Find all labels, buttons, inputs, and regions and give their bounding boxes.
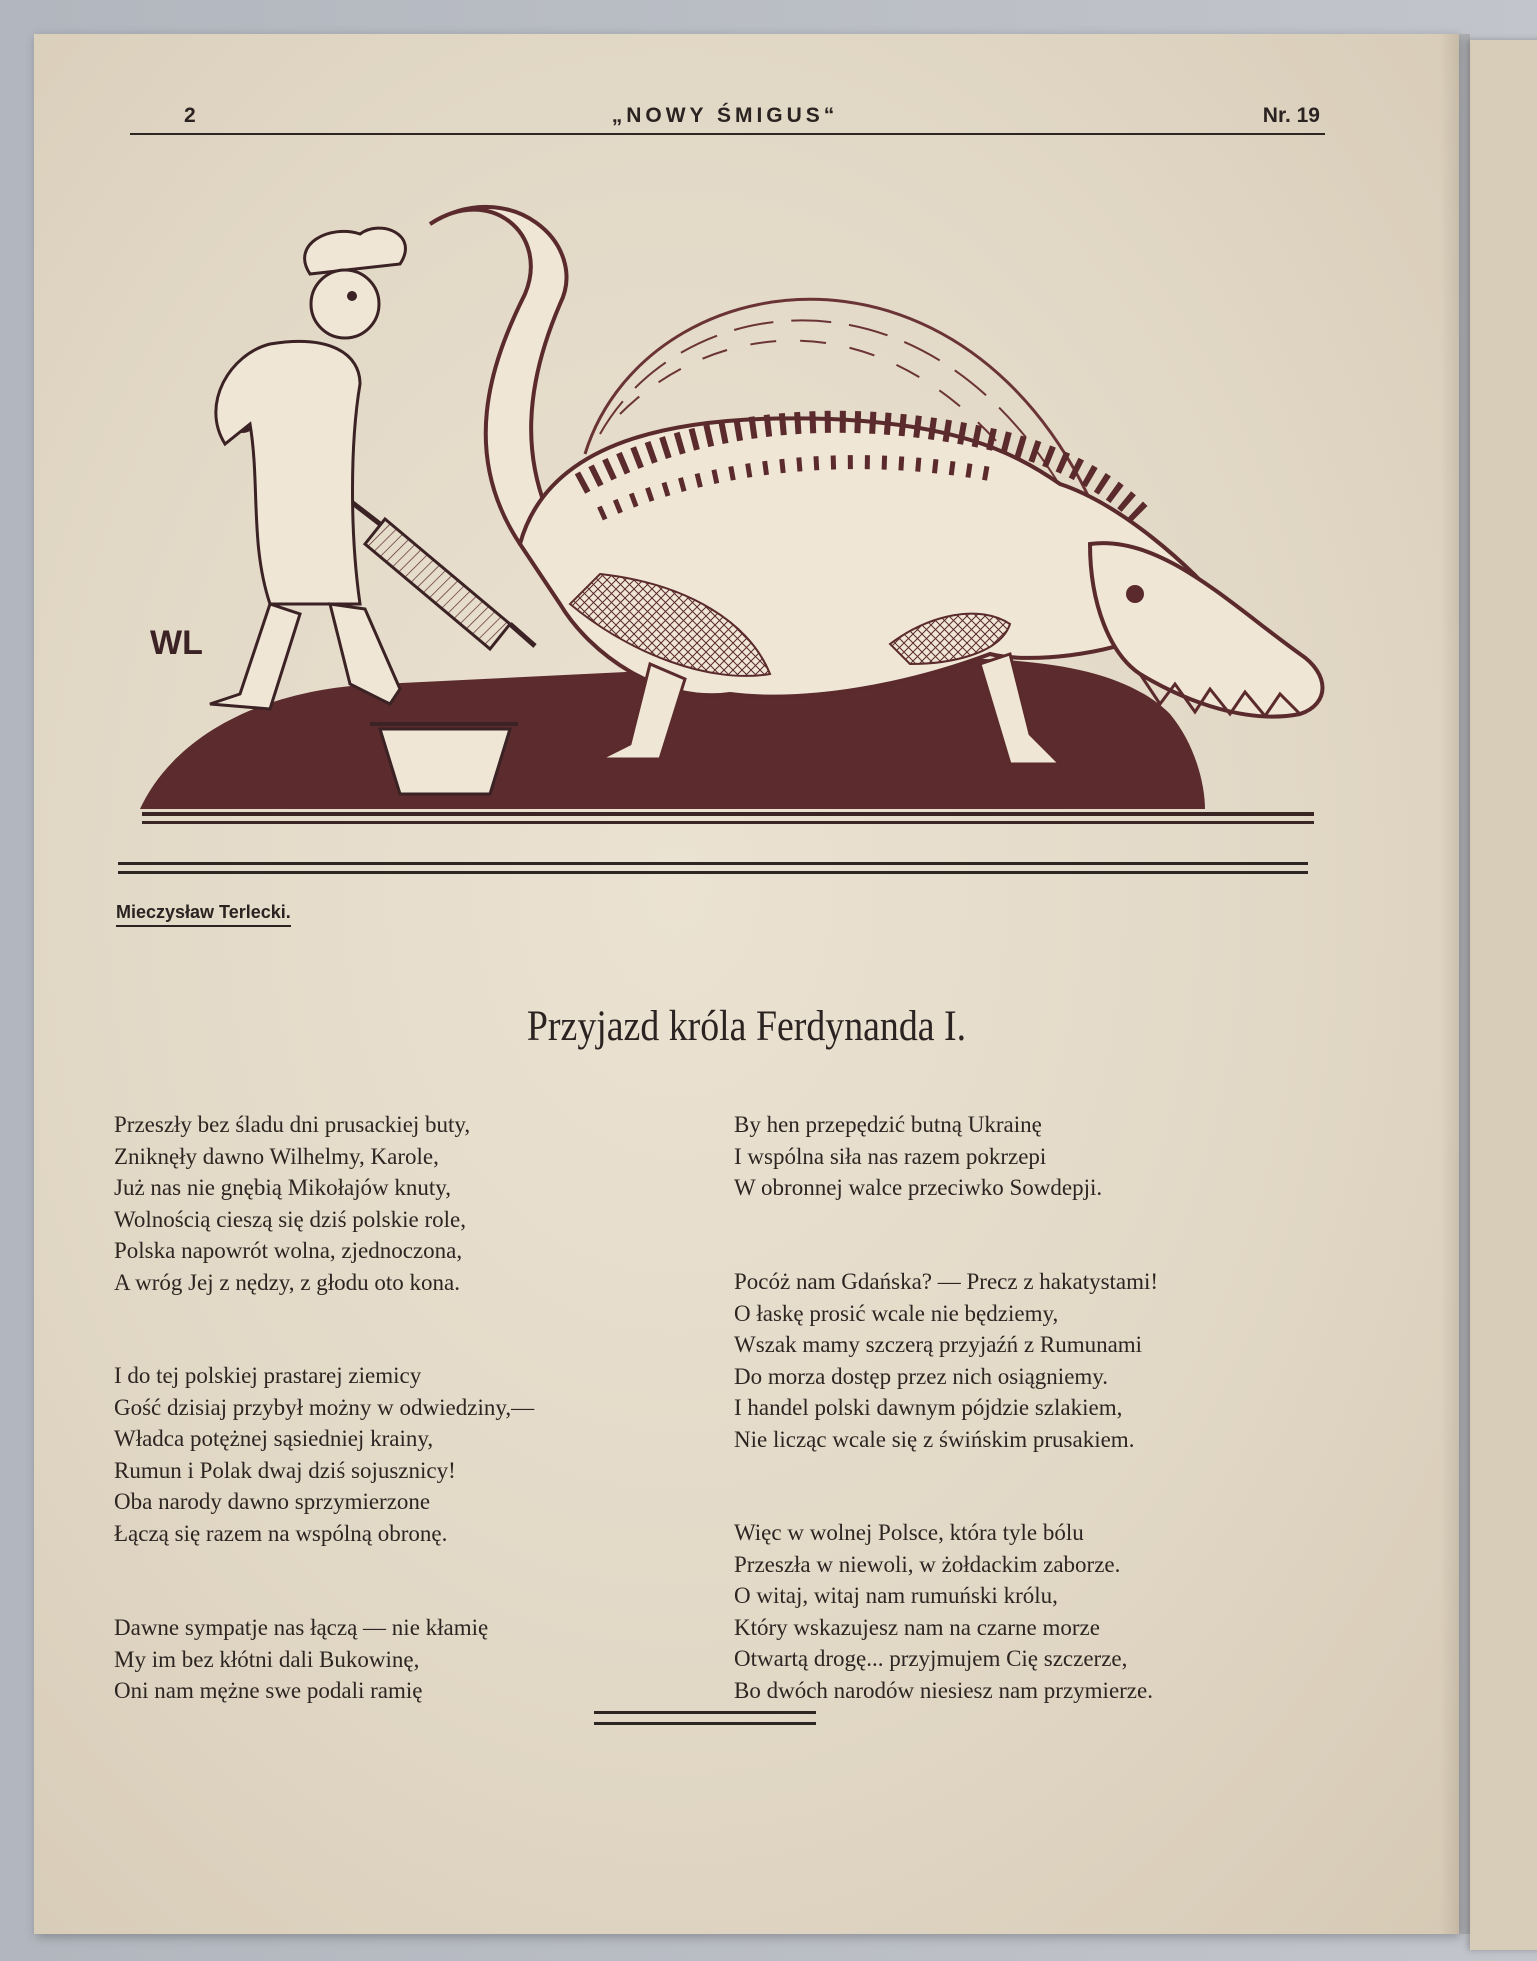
verse-line: Pocóż nam Gdańska? — Precz z hakatystami! bbox=[734, 1269, 1159, 1294]
publication-title: „NOWY ŚMIGUS“ bbox=[611, 104, 839, 127]
verse-line: Wolnością cieszą się dziś polskie role, bbox=[114, 1206, 466, 1232]
verse-line: I wspólna siła nas razem pokrzepi bbox=[734, 1143, 1047, 1169]
verse-line: I handel polski dawnym pójdzie szlakiem, bbox=[734, 1395, 1123, 1420]
cartoon-illustration bbox=[130, 184, 1340, 834]
verse-line: O łaskę prosić wcale nie będziemy, bbox=[734, 1300, 1059, 1326]
artist-signature: WL bbox=[150, 624, 203, 662]
stanza-right-3 bbox=[734, 1517, 1153, 1706]
verse-line: Do morza dostęp przez nich osiągniemy. bbox=[734, 1363, 1109, 1389]
stanza-left-2 bbox=[114, 1360, 534, 1549]
verse-line: Przeszły bez śladu dni prusackiej buty, bbox=[114, 1112, 471, 1137]
verse-line: I do tej polskiej prastarej ziemicy bbox=[114, 1363, 422, 1388]
verse-line: A wróg Jej z nędzy, z głodu oto kona. bbox=[114, 1269, 460, 1295]
chef-head bbox=[311, 270, 379, 338]
verse-line: Łączą się razem na wspólną obronę. bbox=[114, 1520, 448, 1546]
verse-line: Władca potężnej sąsiedniej krainy, bbox=[114, 1426, 434, 1451]
verse-line: Polska napowrót wolna, zjednoczona, bbox=[114, 1238, 463, 1263]
author-byline: Mieczysław Terlecki. bbox=[116, 902, 291, 927]
page-fold-shadow bbox=[1440, 34, 1470, 1934]
verse-line: Już nas nie gnębią Mikołajów knuty, bbox=[114, 1175, 452, 1200]
verse-line: Otwartą drogę... przyjmujem Cię szczerze, bbox=[734, 1646, 1128, 1671]
stanza-left-1 bbox=[114, 1109, 470, 1298]
running-header bbox=[130, 72, 1320, 127]
header-rule bbox=[130, 133, 1325, 135]
chef-body bbox=[216, 341, 360, 604]
crocodile-eye bbox=[1126, 585, 1144, 603]
verse-line: Rumun i Polak dwaj dziś sojusznicy! bbox=[114, 1457, 456, 1483]
crocodile-cartoon bbox=[130, 184, 1340, 834]
stanza-left-3 bbox=[114, 1612, 488, 1707]
verse-line: Nie licząc wcale się z świńskim prusakiem. bbox=[734, 1426, 1135, 1452]
bowl bbox=[380, 729, 510, 794]
chef-leg-left bbox=[210, 604, 300, 709]
verse-line: Dawne sympatje nas łączą — nie kłamię bbox=[114, 1615, 489, 1640]
verse-line: Oni nam mężne swe podali ramię bbox=[114, 1678, 423, 1703]
verse-line: Oba narody dawno sprzymierzone bbox=[114, 1489, 431, 1514]
verse-line: Bo dwóch narodów niesiesz nam przymierze. bbox=[734, 1677, 1153, 1703]
verse-line: My im bez kłótni dali Bukowinę, bbox=[114, 1646, 420, 1672]
poem-title: Przyjazd króla Ferdynanda I. bbox=[526, 1003, 967, 1050]
verse-line: Gość dzisiaj przybył możny w odwiedziny,— bbox=[114, 1394, 535, 1420]
end-rule-1 bbox=[594, 1711, 816, 1714]
verse-line: W obronnej walce przeciwko Sowdepji. bbox=[734, 1175, 1103, 1200]
section-rule-top-2 bbox=[118, 871, 1308, 874]
adjacent-page-edge bbox=[1470, 40, 1537, 1950]
section-rule-top-1 bbox=[118, 862, 1308, 865]
syringe-needle bbox=[510, 624, 535, 646]
page-number: 2 bbox=[184, 104, 196, 127]
syringe-barrel bbox=[365, 519, 510, 649]
issue-number: Nr. 19 bbox=[1262, 104, 1320, 127]
verse-line: O witaj, witaj nam rumuński królu, bbox=[734, 1583, 1058, 1608]
chef-hat bbox=[305, 228, 406, 274]
newspaper-page bbox=[34, 34, 1459, 1934]
ground-line bbox=[142, 812, 1314, 816]
verse-line: Przeszła w niewoli, w żołdackim zaborze. bbox=[734, 1551, 1121, 1577]
stanza-right-2 bbox=[734, 1266, 1158, 1455]
verse-line: Więc w wolnej Polsce, która tyle bólu bbox=[734, 1520, 1084, 1545]
ground-line-2 bbox=[142, 821, 1314, 824]
stanza-right-1 bbox=[734, 1109, 1102, 1204]
end-rule-2 bbox=[594, 1722, 816, 1725]
verse-line: Który wskazujesz nam na czarne morze bbox=[734, 1614, 1100, 1640]
verse-line: Zniknęły dawno Wilhelmy, Karole, bbox=[114, 1143, 439, 1169]
verse-line: Wszak mamy szczerą przyjaźń z Rumunami bbox=[734, 1332, 1143, 1357]
verse-line: By hen przepędzić butną Ukrainę bbox=[734, 1112, 1042, 1137]
chef-eye bbox=[347, 291, 357, 301]
